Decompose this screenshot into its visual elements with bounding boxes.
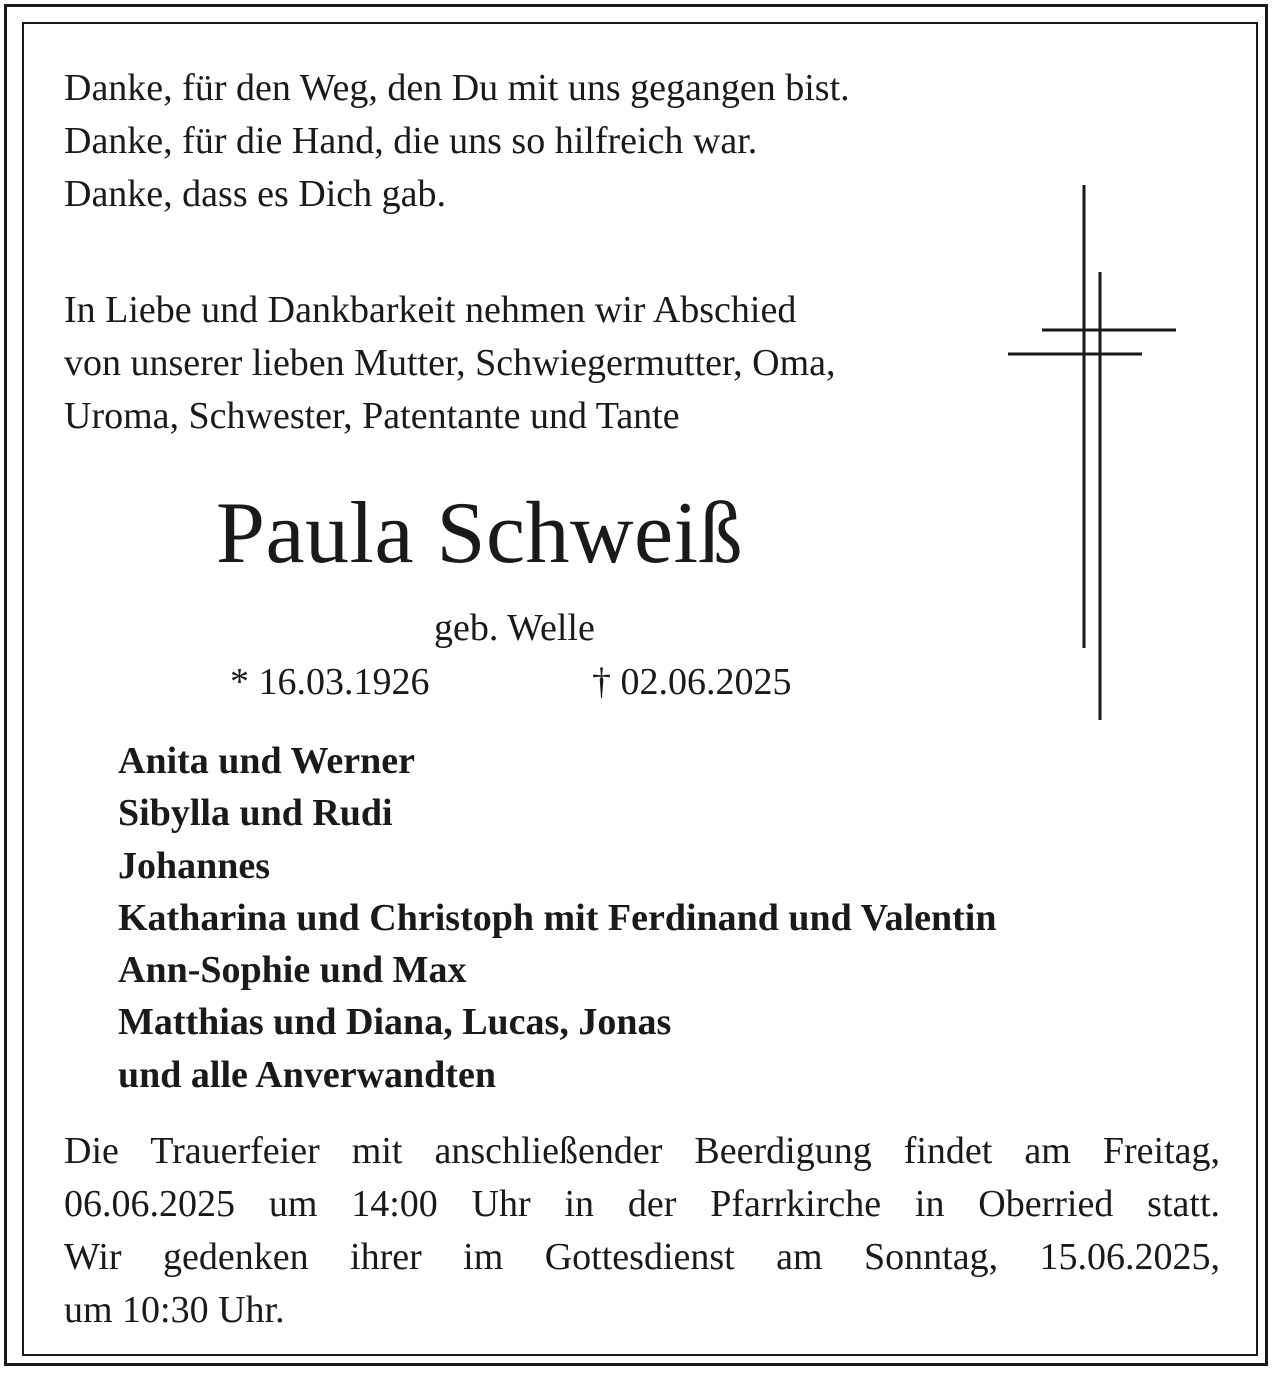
- thanks-line: Danke, dass es Dich gab.: [64, 173, 447, 215]
- mourner-line: Katharina und Christoph mit Ferdinand und Valentin: [118, 896, 997, 939]
- mourner-line: Matthias und Diana, Lucas, Jonas: [118, 1001, 672, 1044]
- farewell-line: In Liebe und Dankbarkeit nehmen wir Abschied: [64, 289, 797, 331]
- cross-icon: [1000, 180, 1190, 725]
- mourner-line: Ann-Sophie und Max: [118, 949, 467, 992]
- mourner-line: Johannes: [118, 844, 271, 887]
- mourner-line: und alle Anverwandten: [118, 1053, 496, 1096]
- thanks-verse: [64, 62, 850, 221]
- funeral-details: [64, 1125, 1220, 1337]
- thanks-line: Danke, für die Hand, die uns so hilfreich war.: [64, 120, 758, 162]
- funeral-line: um 10:30 Uhr.: [64, 1289, 285, 1331]
- funeral-line: 06.06.2025 um 14:00 Uhr in der Pfarrkirche in Oberried statt.: [64, 1183, 1220, 1225]
- mourner-line: Sibylla und Rudi: [118, 792, 393, 835]
- thanks-line: Danke, für den Weg, den Du mit uns gegangen bist.: [64, 67, 850, 109]
- deceased-name: Paula Schweiß: [216, 485, 744, 582]
- mourner-line: Anita und Werner: [118, 740, 416, 782]
- farewell-text: [64, 284, 836, 443]
- farewell-line: von unserer lieben Mutter, Schwiegermutter, Oma,: [64, 342, 836, 384]
- funeral-line: Wir gedenken ihrer im Gottesdienst am Sonntag, 15.06.2025,: [64, 1236, 1220, 1278]
- mourners-list: [118, 735, 997, 1101]
- funeral-line: Die Trauerfeier mit anschließender Beerdigung findet am Freitag,: [64, 1130, 1220, 1172]
- birth-date: * 16.03.1926: [230, 661, 430, 703]
- death-date: † 02.06.2025: [592, 661, 792, 703]
- farewell-line: Uroma, Schwester, Patentante und Tante: [64, 395, 680, 437]
- maiden-name: geb. Welle: [434, 607, 595, 649]
